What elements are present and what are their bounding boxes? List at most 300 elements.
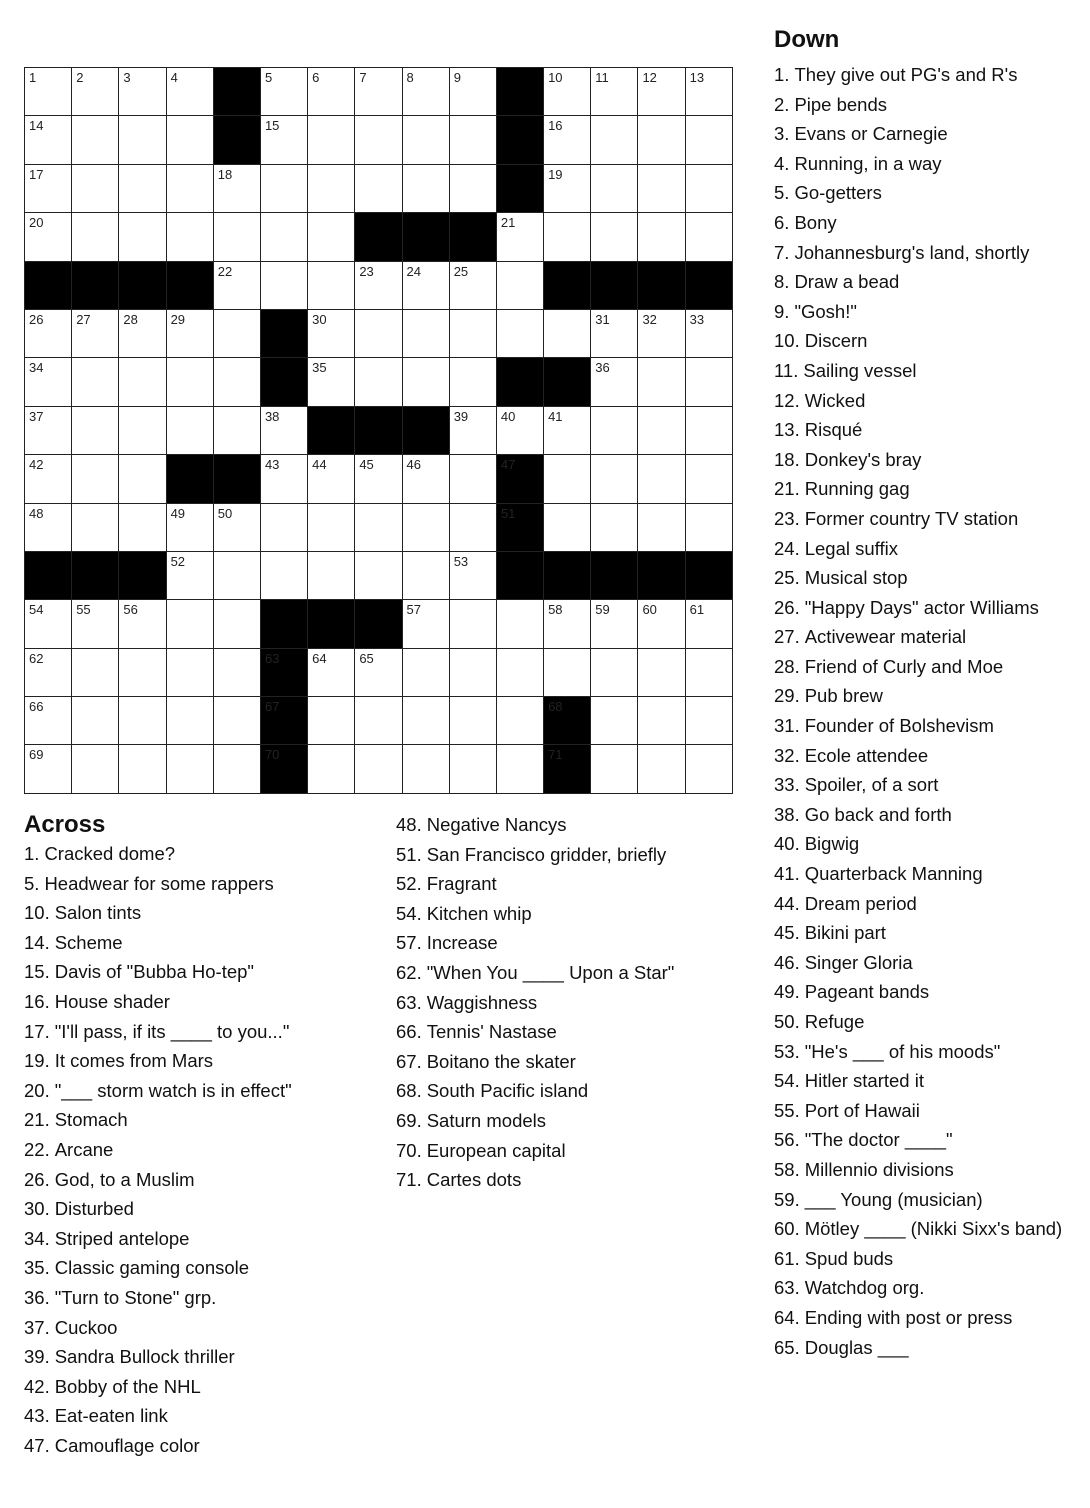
clue-number: 65. [774, 1336, 800, 1358]
clue-number: 68. [396, 1080, 422, 1102]
grid-cell[interactable] [355, 552, 402, 600]
across-clue [24, 1342, 292, 1372]
cell-number: 57 [406, 602, 421, 618]
cell-number: 1 [29, 70, 37, 85]
grid-cell[interactable] [308, 68, 355, 116]
clue-number: 60. [774, 1218, 800, 1240]
grid-cell[interactable] [686, 165, 733, 213]
black-square [497, 165, 544, 213]
grid-cell[interactable] [544, 310, 591, 358]
grid-cell[interactable] [403, 455, 450, 503]
grid-cell[interactable] [355, 310, 402, 358]
grid-cell[interactable] [686, 116, 733, 164]
grid-cell[interactable] [544, 407, 591, 455]
black-square [119, 552, 166, 600]
grid-cell[interactable] [497, 649, 544, 697]
grid-cell[interactable] [450, 455, 497, 503]
grid-cell[interactable] [214, 407, 261, 455]
clue-number: 21. [24, 1109, 50, 1131]
grid-cell[interactable] [591, 407, 638, 455]
down-clue [774, 593, 1062, 623]
grid-cell[interactable] [497, 745, 544, 793]
grid-cell[interactable] [450, 262, 497, 310]
grid-cell[interactable] [119, 165, 166, 213]
clue-text: Kitchen whip [426, 902, 532, 924]
grid-cell[interactable] [72, 504, 119, 552]
grid-cell[interactable] [25, 116, 72, 164]
grid-cell[interactable] [355, 745, 402, 793]
grid-cell[interactable] [261, 262, 308, 310]
grid-cell[interactable] [308, 455, 355, 503]
black-square [308, 600, 355, 648]
black-square [497, 504, 544, 552]
cell-number: 69 [29, 747, 44, 763]
grid-cell[interactable] [355, 697, 402, 745]
clue-number: 24. [774, 537, 800, 559]
grid-cell[interactable] [308, 504, 355, 552]
clue-number: 26. [774, 596, 800, 618]
grid-cell[interactable] [308, 116, 355, 164]
grid-cell[interactable] [686, 504, 733, 552]
grid-cell[interactable] [638, 455, 685, 503]
down-clue [774, 297, 1062, 327]
grid-cell[interactable] [638, 310, 685, 358]
clue-number: 46. [774, 951, 800, 973]
grid-cell[interactable] [25, 649, 72, 697]
grid-cell[interactable] [167, 68, 214, 116]
grid-cell[interactable] [214, 504, 261, 552]
grid-cell[interactable] [686, 358, 733, 406]
clue-text: Boitano the skater [426, 1050, 576, 1072]
cell-number: 29 [170, 311, 186, 327]
grid-cell[interactable] [450, 504, 497, 552]
grid-cell[interactable] [544, 68, 591, 116]
grid-cell[interactable] [403, 697, 450, 745]
cell-number: 36 [595, 360, 610, 376]
grid-cell[interactable] [167, 600, 214, 648]
cell-number: 28 [123, 311, 138, 327]
grid-cell[interactable] [403, 358, 450, 406]
grid-cell[interactable] [214, 649, 261, 697]
grid-cell[interactable] [355, 116, 402, 164]
clue-number: 44. [774, 892, 800, 914]
clue-text: Saturn models [426, 1109, 547, 1131]
grid-cell[interactable] [119, 649, 166, 697]
grid-cell[interactable] [403, 165, 450, 213]
cell-number: 18 [217, 166, 233, 182]
grid-cell[interactable] [544, 213, 591, 261]
grid-cell[interactable] [638, 649, 685, 697]
grid-cell[interactable] [450, 68, 497, 116]
grid-cell[interactable] [497, 262, 544, 310]
grid-cell[interactable] [167, 165, 214, 213]
grid-cell[interactable] [25, 213, 72, 261]
grid-cell[interactable] [214, 358, 261, 406]
down-clue [774, 178, 1062, 208]
grid-cell[interactable] [261, 552, 308, 600]
across-clue [24, 957, 292, 987]
cell-number: 30 [312, 311, 327, 327]
cell-number: 26 [29, 311, 44, 327]
down-clue [774, 977, 1062, 1007]
clue-number: 58. [774, 1158, 800, 1180]
cell-number: 39 [453, 408, 469, 424]
grid-cell[interactable] [497, 310, 544, 358]
down-clue [774, 90, 1062, 120]
black-square [591, 262, 638, 310]
clue-number: 70. [396, 1139, 422, 1161]
clue-number: 71. [396, 1169, 422, 1191]
grid-cell[interactable] [638, 116, 685, 164]
down-clue [774, 208, 1062, 238]
grid-cell[interactable] [450, 116, 497, 164]
cell-number: 3 [123, 70, 131, 85]
grid-cell[interactable] [686, 455, 733, 503]
clue-text: Salon tints [54, 902, 142, 924]
down-clue [774, 711, 1062, 741]
grid-cell[interactable] [119, 68, 166, 116]
grid-cell[interactable] [261, 455, 308, 503]
grid-cell[interactable] [119, 116, 166, 164]
black-square [167, 455, 214, 503]
clue-number: 40. [774, 833, 800, 855]
grid-cell[interactable] [355, 68, 402, 116]
cell-number: 16 [548, 118, 563, 134]
grid-cell[interactable] [497, 407, 544, 455]
grid-cell[interactable] [214, 697, 261, 745]
down-clue [774, 1214, 1062, 1244]
grid-cell[interactable] [25, 455, 72, 503]
clue-number: 27. [774, 626, 800, 648]
grid-cell[interactable] [591, 165, 638, 213]
across-clue [24, 1165, 292, 1195]
grid-cell[interactable] [119, 600, 166, 648]
black-square [214, 116, 261, 164]
grid-cell[interactable] [686, 68, 733, 116]
grid-cell[interactable] [544, 600, 591, 648]
grid-cell[interactable] [591, 116, 638, 164]
grid-cell[interactable] [638, 600, 685, 648]
grid-cell[interactable] [403, 310, 450, 358]
grid-cell[interactable] [591, 600, 638, 648]
across-clue [24, 1283, 292, 1313]
grid-cell[interactable] [72, 697, 119, 745]
clue-text: "When You ____ Upon a Star" [426, 961, 675, 983]
grid-cell[interactable] [308, 213, 355, 261]
cell-number: 20 [29, 215, 44, 231]
grid-cell[interactable] [591, 68, 638, 116]
cell-number: 62 [29, 650, 44, 666]
grid-cell[interactable] [25, 358, 72, 406]
grid-cell[interactable] [308, 649, 355, 697]
black-square [497, 116, 544, 164]
clue-number: 21. [774, 478, 800, 500]
cell-number: 48 [29, 505, 44, 521]
down-clue [774, 1273, 1062, 1303]
clue-text: Johannesburg's land, shortly [794, 241, 1030, 263]
grid-cell[interactable] [25, 745, 72, 793]
grid-cell[interactable] [450, 358, 497, 406]
clue-number: 69. [396, 1109, 422, 1131]
clue-text: ___ Young (musician) [804, 1188, 983, 1210]
grid-cell[interactable] [119, 407, 166, 455]
grid-cell[interactable] [261, 213, 308, 261]
clue-text: Mötley ____ (Nikki Sixx's band) [804, 1218, 1063, 1240]
grid-cell[interactable] [638, 407, 685, 455]
grid-cell[interactable] [25, 504, 72, 552]
across-clue [396, 1076, 674, 1106]
across-clue [24, 1076, 292, 1106]
grid-cell[interactable] [167, 407, 214, 455]
clue-text: "Turn to Stone" grp. [54, 1286, 217, 1308]
grid-cell[interactable] [403, 649, 450, 697]
cell-number: 13 [689, 70, 705, 85]
grid-cell[interactable] [450, 600, 497, 648]
grid-cell[interactable] [591, 455, 638, 503]
clue-number: 48. [396, 814, 422, 835]
clue-text: Singer Gloria [804, 951, 913, 973]
grid-cell[interactable] [72, 745, 119, 793]
clue-text: Legal suffix [804, 537, 898, 559]
across-clue-list-col2 [396, 810, 674, 1195]
black-square [167, 262, 214, 310]
grid-cell[interactable] [497, 697, 544, 745]
grid-cell[interactable] [686, 407, 733, 455]
grid-cell[interactable] [450, 649, 497, 697]
grid-cell[interactable] [638, 213, 685, 261]
clue-number: 20. [24, 1079, 50, 1101]
grid-cell[interactable] [167, 358, 214, 406]
grid-cell[interactable] [308, 745, 355, 793]
grid-cell[interactable] [119, 455, 166, 503]
grid-cell[interactable] [119, 745, 166, 793]
grid-cell[interactable] [686, 649, 733, 697]
grid-cell[interactable] [72, 600, 119, 648]
grid-cell[interactable] [261, 504, 308, 552]
grid-cell[interactable] [308, 697, 355, 745]
across-clue [396, 1136, 674, 1166]
grid-cell[interactable] [450, 165, 497, 213]
grid-cell[interactable] [355, 165, 402, 213]
grid-cell[interactable] [214, 552, 261, 600]
grid-cell[interactable] [119, 504, 166, 552]
clue-number: 63. [774, 1277, 800, 1299]
cell-number: 11 [595, 70, 609, 85]
grid-cell[interactable] [544, 165, 591, 213]
grid-cell[interactable] [355, 504, 402, 552]
down-clue [774, 1125, 1062, 1155]
grid-cell[interactable] [450, 552, 497, 600]
grid-cell[interactable] [25, 310, 72, 358]
across-clue [24, 869, 292, 899]
grid-cell[interactable] [591, 310, 638, 358]
grid-cell[interactable] [638, 697, 685, 745]
grid-cell[interactable] [591, 504, 638, 552]
across-clue [24, 987, 292, 1017]
clue-text: Classic gaming console [54, 1257, 250, 1279]
grid-cell[interactable] [25, 697, 72, 745]
grid-cell[interactable] [591, 649, 638, 697]
grid-cell[interactable] [25, 68, 72, 116]
clue-text: "He's ___ of his moods" [804, 1040, 1001, 1062]
clue-text: "Gosh!" [794, 300, 857, 322]
clue-number: 42. [24, 1375, 50, 1397]
grid-cell[interactable] [214, 213, 261, 261]
grid-cell[interactable] [591, 213, 638, 261]
grid-cell[interactable] [214, 745, 261, 793]
grid-cell[interactable] [686, 310, 733, 358]
grid-cell[interactable] [167, 504, 214, 552]
grid-cell[interactable] [497, 600, 544, 648]
grid-cell[interactable] [403, 552, 450, 600]
cell-number: 47 [500, 457, 516, 473]
grid-cell[interactable] [686, 600, 733, 648]
grid-cell[interactable] [72, 407, 119, 455]
grid-cell[interactable] [403, 68, 450, 116]
grid-cell[interactable] [403, 504, 450, 552]
grid-cell[interactable] [214, 262, 261, 310]
grid-cell[interactable] [638, 504, 685, 552]
black-square [403, 407, 450, 455]
clue-text: Draw a bead [794, 271, 900, 293]
clue-text: Port of Hawaii [804, 1099, 920, 1121]
grid-cell[interactable] [214, 310, 261, 358]
grid-cell[interactable] [308, 552, 355, 600]
grid-cell[interactable] [544, 455, 591, 503]
grid-cell[interactable] [308, 262, 355, 310]
grid-cell[interactable] [638, 165, 685, 213]
black-square [403, 213, 450, 261]
grid-cell[interactable] [686, 745, 733, 793]
across-clue [24, 1313, 292, 1343]
grid-cell[interactable] [308, 165, 355, 213]
grid-cell[interactable] [167, 310, 214, 358]
grid-cell[interactable] [544, 116, 591, 164]
across-clue [396, 810, 674, 840]
grid-cell[interactable] [72, 455, 119, 503]
clue-number: 10. [774, 330, 800, 352]
grid-cell[interactable] [119, 358, 166, 406]
down-clue [774, 1244, 1062, 1274]
grid-cell[interactable] [261, 68, 308, 116]
cell-number: 34 [29, 360, 44, 376]
clue-number: 26. [24, 1168, 50, 1190]
grid-cell[interactable] [591, 745, 638, 793]
clue-number: 45. [774, 922, 800, 944]
clue-number: 39. [24, 1346, 50, 1368]
across-clue [396, 988, 674, 1018]
black-square [591, 552, 638, 600]
grid-cell[interactable] [72, 68, 119, 116]
grid-cell[interactable] [214, 165, 261, 213]
grid-cell[interactable] [167, 116, 214, 164]
grid-cell[interactable] [261, 165, 308, 213]
clue-text: Davis of "Bubba Ho-tep" [54, 961, 254, 983]
clue-text: Bobby of the NHL [54, 1375, 201, 1397]
cell-number: 61 [689, 602, 705, 618]
grid-cell[interactable] [72, 116, 119, 164]
black-square [544, 745, 591, 793]
grid-cell[interactable] [403, 600, 450, 648]
black-square [261, 649, 308, 697]
grid-cell[interactable] [167, 697, 214, 745]
grid-cell[interactable] [72, 649, 119, 697]
black-square [686, 552, 733, 600]
grid-cell[interactable] [450, 407, 497, 455]
clue-number: 23. [774, 507, 800, 529]
grid-cell[interactable] [167, 213, 214, 261]
grid-cell[interactable] [167, 649, 214, 697]
grid-cell[interactable] [450, 697, 497, 745]
grid-cell[interactable] [72, 310, 119, 358]
down-clue [774, 1155, 1062, 1185]
grid-cell[interactable] [214, 600, 261, 648]
grid-cell[interactable] [450, 745, 497, 793]
grid-cell[interactable] [403, 262, 450, 310]
grid-cell[interactable] [591, 697, 638, 745]
grid-cell[interactable] [119, 697, 166, 745]
clue-number: 15. [24, 961, 50, 983]
grid-cell[interactable] [72, 213, 119, 261]
grid-cell[interactable] [686, 213, 733, 261]
clue-text: Disturbed [54, 1198, 134, 1220]
grid-cell[interactable] [167, 745, 214, 793]
grid-cell[interactable] [119, 310, 166, 358]
clue-text: Sandra Bullock thriller [54, 1346, 235, 1368]
grid-cell[interactable] [308, 310, 355, 358]
grid-cell[interactable] [638, 68, 685, 116]
grid-cell[interactable] [167, 552, 214, 600]
clue-text: Spoiler, of a sort [804, 774, 939, 796]
grid-cell[interactable] [403, 116, 450, 164]
grid-cell[interactable] [25, 600, 72, 648]
clue-text: Founder of Bolshevism [804, 715, 994, 737]
grid-cell[interactable] [261, 407, 308, 455]
grid-cell[interactable] [355, 649, 402, 697]
grid-cell[interactable] [25, 165, 72, 213]
grid-cell[interactable] [450, 310, 497, 358]
grid-cell[interactable] [497, 213, 544, 261]
clue-number: 11. [774, 359, 799, 381]
grid-cell[interactable] [544, 649, 591, 697]
grid-cell[interactable] [72, 358, 119, 406]
grid-cell[interactable] [72, 165, 119, 213]
grid-cell[interactable] [638, 358, 685, 406]
black-square [72, 262, 119, 310]
grid-cell[interactable] [119, 213, 166, 261]
clue-number: 8. [774, 271, 790, 293]
grid-cell[interactable] [638, 745, 685, 793]
clue-number: 52. [396, 873, 422, 895]
clue-text: Eat-eaten link [54, 1405, 168, 1427]
grid-cell[interactable] [25, 407, 72, 455]
cell-number: 68 [548, 699, 563, 715]
across-clue [24, 898, 292, 928]
down-clue [774, 119, 1062, 149]
grid-cell[interactable] [355, 455, 402, 503]
across-clue [24, 1431, 292, 1461]
grid-cell[interactable] [355, 358, 402, 406]
grid-cell[interactable] [591, 358, 638, 406]
grid-cell[interactable] [403, 745, 450, 793]
cell-number: 33 [689, 311, 705, 327]
grid-cell[interactable] [308, 358, 355, 406]
grid-cell[interactable] [544, 504, 591, 552]
grid-cell[interactable] [261, 116, 308, 164]
grid-cell[interactable] [686, 697, 733, 745]
grid-cell[interactable] [355, 262, 402, 310]
down-clue [774, 1037, 1062, 1067]
